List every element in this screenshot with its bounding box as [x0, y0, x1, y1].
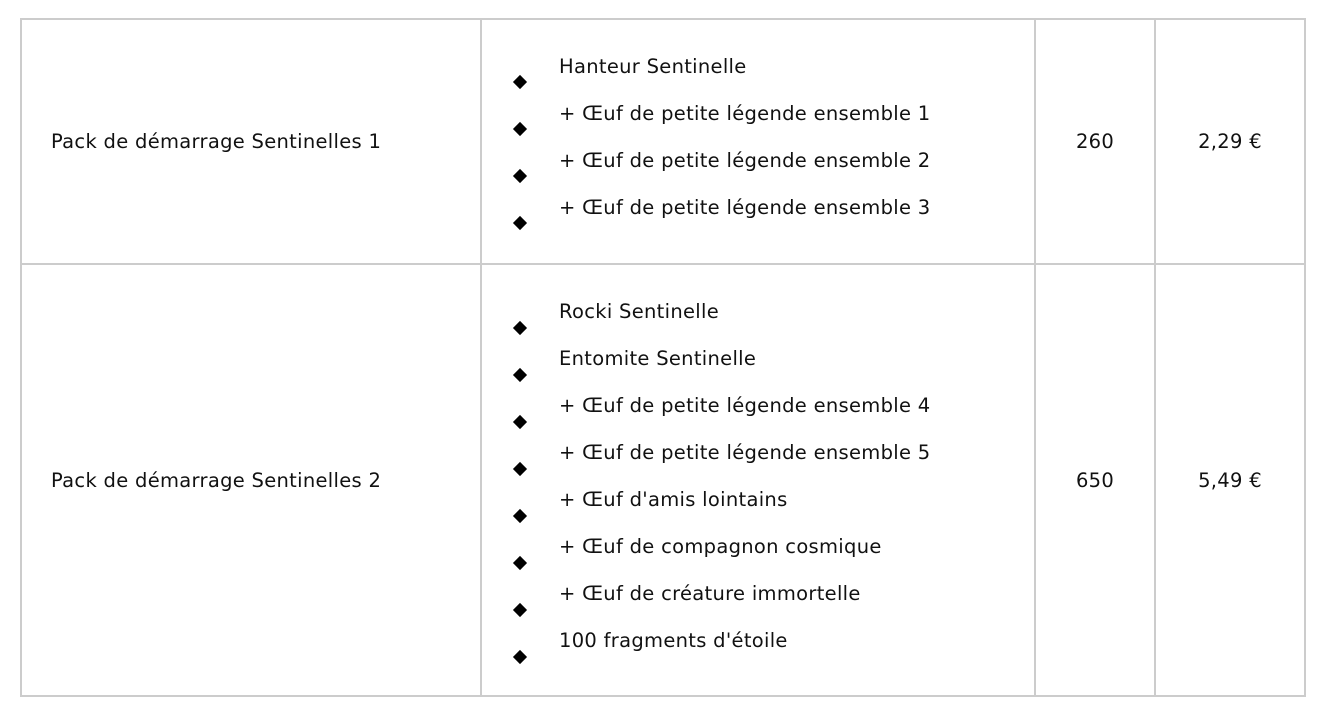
pack-quantity: 260	[1035, 19, 1155, 264]
diamond-bullet-icon	[513, 508, 527, 522]
diamond-bullet-icon	[513, 216, 527, 230]
pack-price: 5,49 €	[1155, 264, 1305, 696]
list-item: + Œuf de créature immortelle	[512, 578, 1034, 625]
list-item: + Œuf de petite légende ensemble 2	[512, 145, 1034, 192]
diamond-bullet-icon	[513, 414, 527, 428]
list-item: Hanteur Sentinelle	[512, 51, 1034, 98]
list-item: + Œuf d'amis lointains	[512, 484, 1034, 531]
diamond-bullet-icon	[513, 122, 527, 136]
list-item: Rocki Sentinelle	[512, 296, 1034, 343]
diamond-bullet-icon	[513, 320, 527, 334]
pack-name: Pack de démarrage Sentinelles 1	[21, 19, 481, 264]
list-item: + Œuf de compagnon cosmique	[512, 531, 1034, 578]
list-item: + Œuf de petite légende ensemble 5	[512, 437, 1034, 484]
packs-table	[20, 18, 1306, 697]
list-item: + Œuf de petite légende ensemble 1	[512, 98, 1034, 145]
table-row	[21, 264, 1305, 696]
list-item: 100 fragments d'étoile	[512, 625, 1034, 672]
list-item: Entomite Sentinelle	[512, 343, 1034, 390]
diamond-bullet-icon	[513, 367, 527, 381]
list-item: + Œuf de petite légende ensemble 4	[512, 390, 1034, 437]
diamond-bullet-icon	[513, 555, 527, 569]
table-row	[21, 19, 1305, 264]
pack-price: 2,29 €	[1155, 19, 1305, 264]
item-list	[482, 45, 1034, 239]
item-list	[482, 288, 1034, 672]
pack-contents	[481, 19, 1035, 264]
diamond-bullet-icon	[513, 75, 527, 89]
diamond-bullet-icon	[513, 602, 527, 616]
list-item: + Œuf de petite légende ensemble 3	[512, 192, 1034, 239]
pack-quantity: 650	[1035, 264, 1155, 696]
diamond-bullet-icon	[513, 649, 527, 663]
diamond-bullet-icon	[513, 169, 527, 183]
pack-contents	[481, 264, 1035, 696]
pack-name: Pack de démarrage Sentinelles 2	[21, 264, 481, 696]
diamond-bullet-icon	[513, 461, 527, 475]
